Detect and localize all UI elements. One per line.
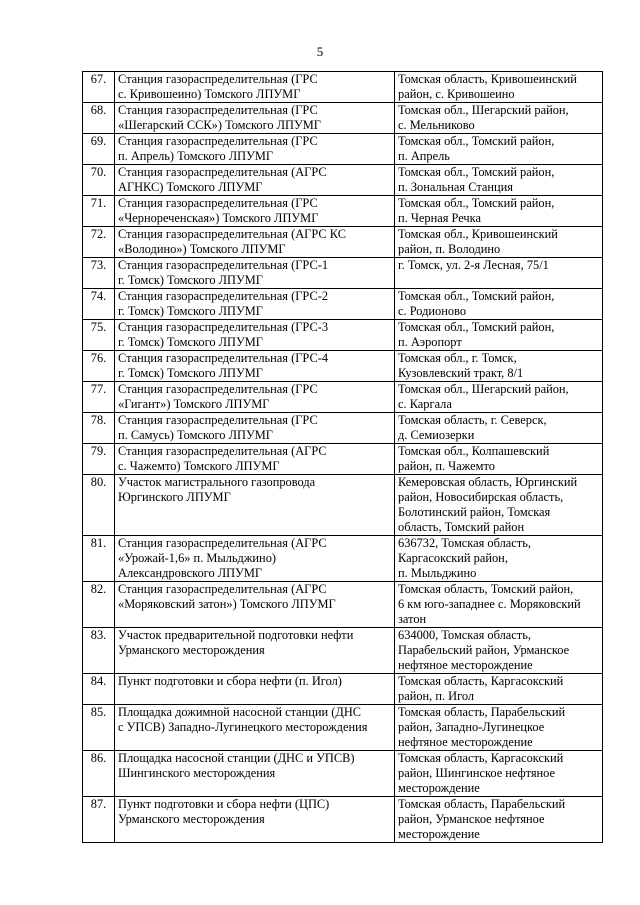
facility-name-line: Станция газораспределительная (АГРС xyxy=(118,582,327,596)
table-row xyxy=(83,165,603,196)
facility-location-line: Болотинский район, Томская xyxy=(398,505,551,519)
row-number: 71. xyxy=(83,196,115,227)
facility-location-line: д. Семиозерки xyxy=(398,428,475,442)
facility-location-line: нефтяное месторождение xyxy=(398,735,533,749)
row-number: 70. xyxy=(83,165,115,196)
table-row xyxy=(83,72,603,103)
facility-name-line: г. Томск) Томского ЛПУМГ xyxy=(118,335,263,349)
facility-name-line: п. Апрель) Томского ЛПУМГ xyxy=(118,149,274,163)
facility-name-cell xyxy=(115,134,395,165)
facility-location-line: г. Томск, ул. 2-я Лесная, 75/1 xyxy=(398,258,549,272)
row-number: 80. xyxy=(83,475,115,536)
facility-location-line: Томская обл., Томский район, xyxy=(398,134,555,148)
facility-location-cell xyxy=(395,227,603,258)
facility-location-line: Каргасокский район, xyxy=(398,551,508,565)
facility-name-cell xyxy=(115,628,395,674)
facility-location-line: область, Томский район xyxy=(398,520,525,534)
facility-name-line: Станция газораспределительная (АГРС КС xyxy=(118,227,346,241)
facility-name-cell xyxy=(115,289,395,320)
facility-location-line: Томская область, Парабельский xyxy=(398,797,566,811)
facility-name-line: Александровского ЛПУМГ xyxy=(118,566,263,580)
facility-location-line: район, Урманское нефтяное xyxy=(398,812,545,826)
facility-location-cell xyxy=(395,475,603,536)
facility-location-line: Томская обл., Томский район, xyxy=(398,196,555,210)
facility-location-line: с. Каргала xyxy=(398,397,452,411)
facility-name-cell xyxy=(115,382,395,413)
table-row xyxy=(83,320,603,351)
facility-location-cell xyxy=(395,134,603,165)
facility-name-line: Станция газораспределительная (ГРС-4 xyxy=(118,351,329,365)
row-number: 73. xyxy=(83,258,115,289)
facility-location-line: Томская область, Кривошеинский xyxy=(398,72,577,86)
facility-name-line: Площадка дожимной насосной станции (ДНС xyxy=(118,705,362,719)
facility-name-line: г. Томск) Томского ЛПУМГ xyxy=(118,366,263,380)
facility-location-line: с. Родионово xyxy=(398,304,467,318)
facility-location-cell xyxy=(395,165,603,196)
facility-location-line: район, Новосибирская область, xyxy=(398,490,564,504)
facility-location-line: п. Аэропорт xyxy=(398,335,462,349)
table-row xyxy=(83,351,603,382)
facility-location-line: Томская область, Томский район, xyxy=(398,582,574,596)
facility-table xyxy=(82,71,603,843)
row-number: 87. xyxy=(83,797,115,843)
facility-location-line: месторождение xyxy=(398,781,480,795)
facility-location-line: район, п. Чажемто xyxy=(398,459,495,473)
facility-location-cell xyxy=(395,72,603,103)
facility-location-cell xyxy=(395,289,603,320)
facility-location-cell xyxy=(395,196,603,227)
page-number: 5 xyxy=(316,44,324,59)
row-number: 82. xyxy=(83,582,115,628)
facility-location-cell xyxy=(395,413,603,444)
facility-location-line: район, п. Володино xyxy=(398,242,501,256)
facility-location-cell xyxy=(395,751,603,797)
facility-name-cell xyxy=(115,582,395,628)
facility-location-line: район, Западно-Лугинецкое xyxy=(398,720,545,734)
facility-location-cell xyxy=(395,674,603,705)
facility-location-cell xyxy=(395,444,603,475)
facility-location-cell xyxy=(395,320,603,351)
facility-name-line: «Моряковский затон») Томского ЛПУМГ xyxy=(118,597,336,611)
facility-name-line: «Чернореченская») Томского ЛПУМГ xyxy=(118,211,319,225)
facility-name-cell xyxy=(115,258,395,289)
facility-location-line: Томская обл., Томский район, xyxy=(398,289,555,303)
facility-name-line: п. Самусь) Томского ЛПУМГ xyxy=(118,428,273,442)
facility-name-cell xyxy=(115,103,395,134)
facility-name-line: г. Томск) Томского ЛПУМГ xyxy=(118,273,263,287)
facility-name-line: с. Кривошеино) Томского ЛПУМГ xyxy=(118,87,301,101)
facility-name-cell xyxy=(115,444,395,475)
facility-location-line: Томская область, г. Северск, xyxy=(398,413,547,427)
row-number: 77. xyxy=(83,382,115,413)
facility-name-cell xyxy=(115,320,395,351)
facility-location-cell xyxy=(395,103,603,134)
facility-name-line: Урманского месторождения xyxy=(118,812,265,826)
facility-name-line: Станция газораспределительная (ГРС xyxy=(118,413,318,427)
table-row xyxy=(83,628,603,674)
facility-name-cell xyxy=(115,705,395,751)
row-number: 81. xyxy=(83,536,115,582)
facility-name-line: Участок магистрального газопровода xyxy=(118,475,316,489)
facility-location-line: Томская обл., г. Томск, xyxy=(398,351,517,365)
facility-location-line: Томская обл., Шегарский район, xyxy=(398,103,569,117)
facility-name-cell xyxy=(115,751,395,797)
table-row xyxy=(83,674,603,705)
facility-name-line: Станция газораспределительная (АГРС xyxy=(118,165,327,179)
table-row xyxy=(83,196,603,227)
facility-location-line: Томская область, Каргасокский xyxy=(398,674,564,688)
facility-location-line: Парабельский район, Урманское xyxy=(398,643,570,657)
facility-name-cell xyxy=(115,475,395,536)
facility-name-line: Пункт подготовки и сбора нефти (ЦПС) xyxy=(118,797,330,811)
facility-name-line: Станция газораспределительная (ГРС xyxy=(118,382,318,396)
facility-name-line: Площадка насосной станции (ДНС и УПСВ) xyxy=(118,751,355,765)
facility-name-cell xyxy=(115,797,395,843)
facility-location-cell xyxy=(395,628,603,674)
facility-location-cell xyxy=(395,382,603,413)
facility-name-cell xyxy=(115,196,395,227)
facility-name-line: с. Чажемто) Томского ЛПУМГ xyxy=(118,459,280,473)
facility-name-line: «Урожай-1,6» п. Мыльджино) xyxy=(118,551,277,565)
facility-name-line: г. Томск) Томского ЛПУМГ xyxy=(118,304,263,318)
facility-location-line: Томская обл., Колпашевский xyxy=(398,444,550,458)
facility-location-line: п. Черная Речка xyxy=(398,211,481,225)
row-number: 67. xyxy=(83,72,115,103)
row-number: 69. xyxy=(83,134,115,165)
facility-location-line: район, п. Игол xyxy=(398,689,475,703)
facility-name-line: Станция газораспределительная (АГРС xyxy=(118,536,327,550)
facility-name-cell xyxy=(115,413,395,444)
facility-location-line: Томская область, Парабельский xyxy=(398,705,566,719)
facility-location-line: нефтяное месторождение xyxy=(398,658,533,672)
facility-location-line: п. Зональная Станция xyxy=(398,180,513,194)
table-row xyxy=(83,134,603,165)
facility-location-line: Томская область, Каргасокский xyxy=(398,751,564,765)
facility-location-cell xyxy=(395,582,603,628)
row-number: 78. xyxy=(83,413,115,444)
facility-location-line: Томская обл., Кривошеинский xyxy=(398,227,558,241)
row-number: 79. xyxy=(83,444,115,475)
facility-location-line: Кузовлевский тракт, 8/1 xyxy=(398,366,524,380)
facility-name-line: Шингинского месторождения xyxy=(118,766,276,780)
facility-name-cell xyxy=(115,227,395,258)
facility-name-cell xyxy=(115,72,395,103)
row-number: 85. xyxy=(83,705,115,751)
facility-name-line: АГНКС) Томского ЛПУМГ xyxy=(118,180,263,194)
table-row xyxy=(83,444,603,475)
facility-name-line: Станция газораспределительная (ГРС-2 xyxy=(118,289,329,303)
facility-location-line: с. Мельниково xyxy=(398,118,475,132)
facility-name-cell xyxy=(115,674,395,705)
row-number: 84. xyxy=(83,674,115,705)
table-row xyxy=(83,475,603,536)
facility-name-line: Станция газораспределительная (ГРС-1 xyxy=(118,258,329,272)
facility-location-line: Кемеровская область, Юргинский xyxy=(398,475,578,489)
facility-location-line: Томская обл., Шегарский район, xyxy=(398,382,569,396)
facility-name-line: Станция газораспределительная (ГРС xyxy=(118,103,318,117)
facility-name-line: Станция газораспределительная (ГРС xyxy=(118,72,318,86)
table-row xyxy=(83,536,603,582)
facility-location-line: район, Шингинское нефтяное xyxy=(398,766,556,780)
facility-name-cell xyxy=(115,536,395,582)
facility-name-line: Урманского месторождения xyxy=(118,643,265,657)
table-row xyxy=(83,382,603,413)
facility-location-cell xyxy=(395,258,603,289)
row-number: 83. xyxy=(83,628,115,674)
facility-location-line: Томская обл., Томский район, xyxy=(398,165,555,179)
row-number: 72. xyxy=(83,227,115,258)
facility-location-line: 634000, Томская область, xyxy=(398,628,531,642)
facility-name-cell xyxy=(115,165,395,196)
table-row xyxy=(83,289,603,320)
row-number: 68. xyxy=(83,103,115,134)
facility-location-line: месторождение xyxy=(398,827,480,841)
facility-location-line: п. Мыльджино xyxy=(398,566,477,580)
table-row xyxy=(83,258,603,289)
row-number: 76. xyxy=(83,351,115,382)
table-row xyxy=(83,103,603,134)
facility-location-cell xyxy=(395,705,603,751)
facility-name-line: Станция газораспределительная (АГРС xyxy=(118,444,327,458)
facility-name-cell xyxy=(115,351,395,382)
row-number: 86. xyxy=(83,751,115,797)
table-row xyxy=(83,582,603,628)
table-row xyxy=(83,413,603,444)
table-row xyxy=(83,751,603,797)
row-number: 74. xyxy=(83,289,115,320)
facility-name-line: «Володино») Томского ЛПУМГ xyxy=(118,242,286,256)
facility-name-line: Юргинского ЛПУМГ xyxy=(118,490,231,504)
table-row xyxy=(83,705,603,751)
facility-location-line: Томская обл., Томский район, xyxy=(398,320,555,334)
facility-name-line: с УПСВ) Западно-Лугинецкого месторождения xyxy=(118,720,368,734)
facility-location-line: затон xyxy=(398,612,427,626)
facility-name-line: Участок предварительной подготовки нефти xyxy=(118,628,354,642)
facility-location-cell xyxy=(395,536,603,582)
facility-name-line: «Шегарский ССК») Томского ЛПУМГ xyxy=(118,118,321,132)
facility-name-line: «Гигант») Томского ЛПУМГ xyxy=(118,397,270,411)
facility-location-line: п. Апрель xyxy=(398,149,450,163)
facility-location-cell xyxy=(395,797,603,843)
facility-name-line: Станция газораспределительная (ГРС xyxy=(118,196,318,210)
table-row xyxy=(83,227,603,258)
table-body xyxy=(83,72,603,843)
facility-name-line: Пункт подготовки и сбора нефти (п. Игол) xyxy=(118,674,342,688)
facility-location-cell xyxy=(395,351,603,382)
facility-location-line: 636732, Томская область, xyxy=(398,536,531,550)
facility-name-line: Станция газораспределительная (ГРС-3 xyxy=(118,320,329,334)
facility-name-line: Станция газораспределительная (ГРС xyxy=(118,134,318,148)
row-number: 75. xyxy=(83,320,115,351)
facility-location-line: 6 км юго-западнее с. Моряковский xyxy=(398,597,581,611)
facility-location-line: район, с. Кривошеино xyxy=(398,87,515,101)
table-row xyxy=(83,797,603,843)
